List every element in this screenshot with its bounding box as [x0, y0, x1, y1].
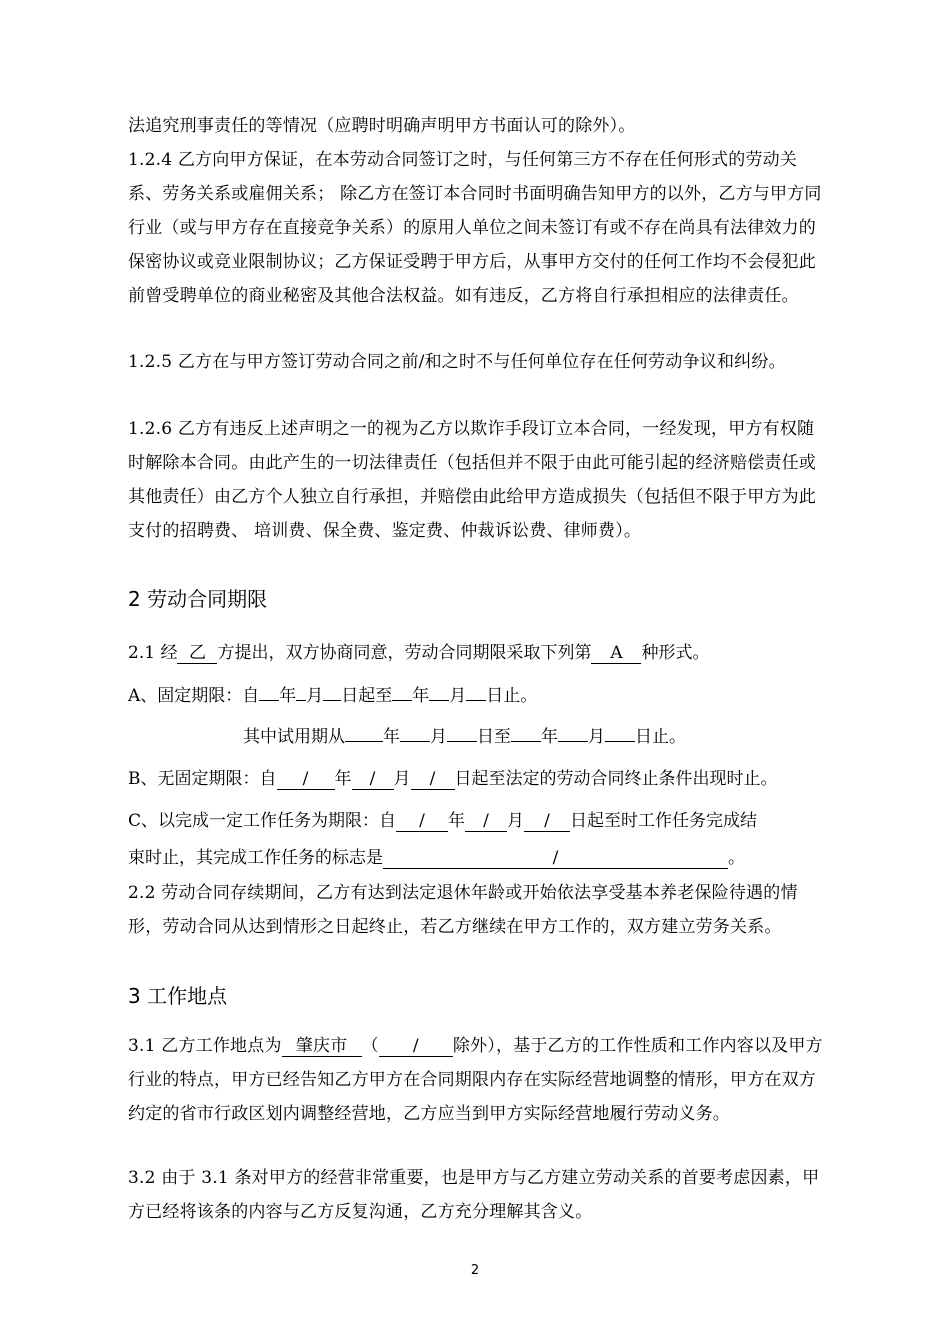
clause-2-1-text-b: 方提出，双方协商同意，劳动合同期限采取下列第	[217, 643, 592, 663]
clause-3-1-text-a: 3.1 乙方工作地点为	[128, 1036, 282, 1056]
blank: /	[352, 769, 394, 790]
option-a-fixed-term	[128, 681, 537, 706]
blank	[429, 700, 449, 701]
option-a-label: A、固定期限：自	[128, 686, 260, 706]
end-label: 日起至时工作任务完成结	[570, 811, 758, 831]
blank: /	[524, 811, 570, 832]
option-c-line-2	[128, 843, 745, 869]
paragraph-1-2-4: 1.2.4 乙方向甲方保证，在本劳动合同签订之时，与任何第三方不存在任何形式的劳动关系、劳务关系或雇佣关系； 除乙方在签订本合同时书面明确告知甲方的以外，乙方与甲方同行业（或与甲方存在直接竞争关系）的原用人单位之间未签订有或不存在尚具有法律效力的保密协议或竞业限制协议；乙方保证受聘于甲方后，从事甲方交付的任何工作均不会侵犯此前曾受聘单位的商业秘密及其他合法权益。如有违反，乙方将自行承担相应的法律责任。	[128, 150, 822, 306]
end-label: 日止。	[635, 727, 686, 747]
month-label: 月	[588, 727, 605, 747]
clause-3-1-text-c: 除外），基于乙方的工作性质和工作内容以及甲方行业的特点，甲方已经告知乙方甲方在合同期限内存在实际经营地调整的情形，甲方在双方约定的省市行政区划内调整经营地，乙方应当到甲方实际经营地履行劳动义务。	[128, 1036, 823, 1124]
option-b-open-term	[128, 764, 778, 790]
year-label: 年	[412, 686, 430, 706]
page-number: 2	[470, 1263, 480, 1278]
paragraph-1-2-5: 1.2.5 乙方在与甲方签订劳动合同之前/和之时不与任何单位存在任何劳动争议和纠纷。	[128, 352, 786, 372]
year-label: 年	[383, 727, 400, 747]
blank	[259, 700, 279, 701]
end-label: 日起至法定的劳动合同终止条件出现时止。	[454, 769, 778, 789]
option-c-label-2: 束时止，其完成工作任务的标志是	[128, 848, 383, 868]
end-label: 。	[728, 848, 745, 868]
paragraph-3-1	[128, 1029, 828, 1131]
exception-blank: /	[379, 1036, 453, 1057]
day-label: 日起至	[341, 686, 393, 706]
year-label: 年	[334, 769, 352, 789]
month-label: 月	[306, 686, 324, 706]
blank	[466, 700, 486, 701]
clause-2-1-text-c: 种形式。	[641, 643, 710, 663]
paragraph-3-2: 3.2 由于 3.1 条对甲方的经营非常重要，也是甲方与乙方建立劳动关系的首要考虑因素，甲方已经将该条的内容与乙方反复沟通，乙方充分理解其含义。	[128, 1168, 820, 1222]
blank	[558, 741, 588, 742]
blank	[296, 700, 306, 701]
clause-2-1-text-a: 2.1 经	[128, 643, 178, 663]
paragraph-intro: 法追究刑事责任的等情况（应聘时明确声明甲方书面认可的除外）。	[128, 116, 636, 136]
trial-label: 其中试用期从	[243, 727, 345, 747]
blank	[323, 700, 341, 701]
form-blank: A	[591, 643, 641, 664]
year-label: 年	[448, 811, 466, 831]
blank: /	[411, 769, 455, 790]
clause-3-1-text-b: （	[361, 1036, 379, 1056]
month-label: 月	[507, 811, 525, 831]
trial-period-line	[243, 722, 686, 747]
blank	[392, 700, 412, 701]
blank	[400, 741, 430, 742]
blank	[605, 741, 635, 742]
day-label: 日至	[477, 727, 511, 747]
blank	[345, 741, 383, 742]
work-city-blank: 肇庆市	[282, 1036, 362, 1057]
party-blank: 乙	[177, 643, 217, 664]
clause-2-1	[128, 638, 709, 664]
blank	[447, 741, 477, 742]
end-label: 日止。	[486, 686, 538, 706]
month-label: 月	[449, 686, 467, 706]
blank: /	[396, 811, 448, 832]
paragraph-1-2-6: 1.2.6 乙方有违反上述声明之一的视为乙方以欺诈手段订立本合同，一经发现，甲方有权随时解除本合同。由此产生的一切法律责任（包括但并不限于由此可能引起的经济赔偿责任或其他责任）由乙方个人独立自行承担，并赔偿由此给甲方造成损失（包括但不限于甲方为此支付的招聘费、 培训费、保全费、鉴定费、仲裁诉讼费、律师费）。	[128, 419, 816, 541]
option-c-label: C、以完成一定工作任务为期限：自	[128, 811, 397, 831]
paragraph-2-2: 2.2 劳动合同存续期间，乙方有达到法定退休年龄或开始依法享受基本养老保险待遇的情形，劳动合同从达到情形之日起终止，若乙方继续在甲方工作的，双方建立劳务关系。	[128, 883, 798, 937]
completion-mark-blank: /	[383, 848, 728, 869]
heading-section-3: 3 工作地点	[128, 984, 228, 1008]
blank: /	[277, 769, 335, 790]
blank	[511, 741, 541, 742]
month-label: 月	[430, 727, 447, 747]
option-b-label: B、无固定期限：自	[128, 769, 277, 789]
heading-section-2: 2 劳动合同期限	[128, 587, 268, 611]
year-label: 年	[279, 686, 297, 706]
option-c-task-term	[128, 806, 757, 832]
year-label: 年	[541, 727, 558, 747]
month-label: 月	[393, 769, 411, 789]
blank: /	[465, 811, 507, 832]
